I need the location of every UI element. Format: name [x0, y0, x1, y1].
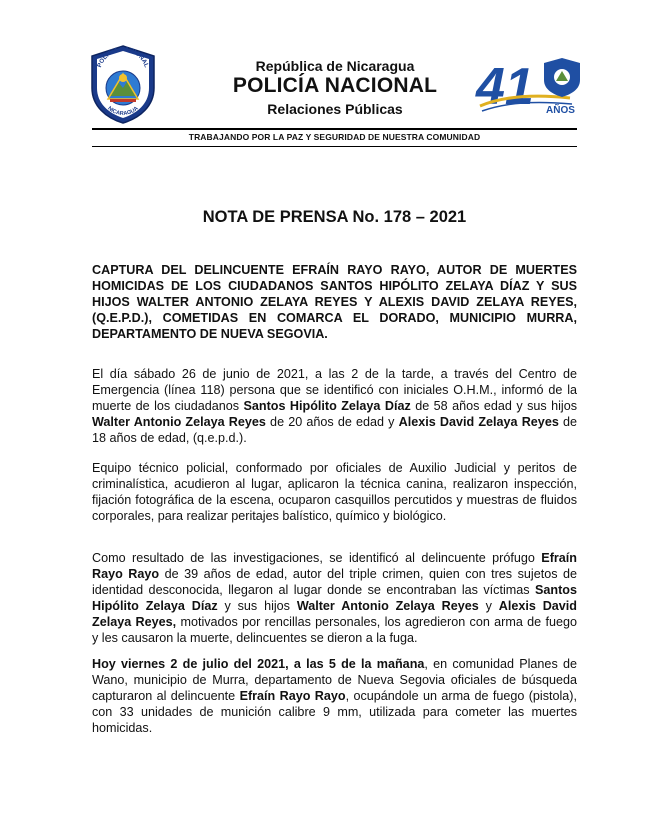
- press-release-lead: CAPTURA DEL DELINCUENTE EFRAÍN RAYO RAYO, AUTOR DE MUERTES HOMICIDAS DE LOS CIUDADANOS SANTOS HIPÓLITO ZELAYA DÍAZ Y SUS HIJOS WALTER ANTONIO ZELAYA REYES Y ALEXIS DAVID ZELAYA REYES, (Q.E.P.D.), COMETIDAS EN COMARCA EL DORADO, MUNICIPIO MURRA, DEPARTAMENTO DE NUEVA SEGOVIA.: [92, 263, 577, 341]
- p3-bold-1: Efraín Rayo Rayo: [92, 551, 577, 581]
- paragraph-1: [92, 366, 577, 446]
- p3-text-1: Como resultado de las investigaciones, se identificó al delincuente prófugo: [92, 551, 542, 565]
- p1-bold-3: Alexis David Zelaya Reyes: [398, 415, 559, 429]
- header-organization: POLICÍA NACIONAL: [232, 74, 438, 97]
- header-department: Relaciones Públicas: [267, 101, 403, 117]
- p3-bold-4: Alexis David Zelaya Reyes,: [92, 599, 577, 629]
- p3-text-5: motivados por rencillas personales, los agredieron con arma de fuego y les causaron la muerte, delincuentes se dieron a la fuga.: [92, 615, 577, 645]
- mini-badge-icon: [544, 58, 580, 97]
- badge-text-top: POLICIA NACIONAL: [96, 45, 150, 69]
- p3-text-3: y sus hijos: [217, 599, 297, 613]
- p1-text-2: de 58 años edad y sus hijos: [410, 399, 578, 413]
- paragraph-2: Equipo técnico policial, conformado por oficiales de Auxilio Judicial y peritos de criminalística, acudieron al lugar, aplicaron la técnica canina, realizaron inspección, fijación fotográfica de la escena, ocuparon casquillos percutidos y muestras de fluidos corporales, para realizar peritajes balístico, químico y biológico.: [92, 461, 577, 523]
- header-rule-top: [92, 128, 577, 130]
- anniversary-41-logo: [474, 56, 586, 116]
- motto: TRABAJANDO POR LA PAZ Y SEGURIDAD DE NUESTRA COMUNIDAD: [188, 132, 481, 142]
- p1-text-4: de 18 años de edad, (q.e.p.d.).: [92, 415, 577, 445]
- p3-text-4: y: [478, 599, 499, 613]
- p4-bold-2: Efraín Rayo Rayo: [239, 689, 346, 703]
- anniversary-label: AÑOS: [546, 105, 575, 116]
- badge-text-bottom: NICARAGUA: [106, 105, 140, 117]
- p1-bold-1: Santos Hipólito Zelaya Díaz: [243, 399, 411, 413]
- p4-text-1: , en comunidad Planes de Wano, municipio de Murra, departamento de Nueva Segovia oficiales de búsqueda capturaron al delincuente: [92, 657, 577, 703]
- p4-text-2: , ocupándole un arma de fuego (pistola), con 33 unidades de munición calibre 9 mm, utilizada para cometer las muertes homicidas.: [92, 689, 578, 735]
- header-country: República de Nicaragua: [255, 58, 415, 74]
- p1-text-1: El día sábado 26 de junio de 2021, a las 2 de la tarde, a través del Centro de Emergencia (línea 118) persona que se identificó con iniciales O.H.M., informó de la muerte de los ciudadanos: [92, 367, 577, 413]
- p3-bold-2: Santos Hipólito Zelaya Díaz: [92, 583, 577, 613]
- press-release-title: NOTA DE PRENSA No. 178 – 2021: [202, 208, 467, 226]
- p4-bold-1: Hoy viernes 2 de julio del 2021, a las 5 de la mañana: [92, 657, 425, 671]
- paragraph-4: [92, 656, 577, 736]
- header-rule-bottom: [92, 146, 577, 147]
- p3-text-2: de 39 años de edad, autor del triple crimen, quien con tres sujetos de identidad desconocida, llegaron al lugar donde se encontraban las víctimas: [92, 567, 578, 597]
- policia-nacional-badge-logo: [88, 44, 158, 124]
- p1-text-3: de 20 años de edad y: [265, 415, 399, 429]
- p1-bold-2: Walter Antonio Zelaya Reyes: [92, 415, 266, 429]
- anniversary-number: 41: [476, 58, 534, 116]
- paragraph-3: [92, 550, 577, 646]
- p3-bold-3: Walter Antonio Zelaya Reyes: [296, 599, 479, 613]
